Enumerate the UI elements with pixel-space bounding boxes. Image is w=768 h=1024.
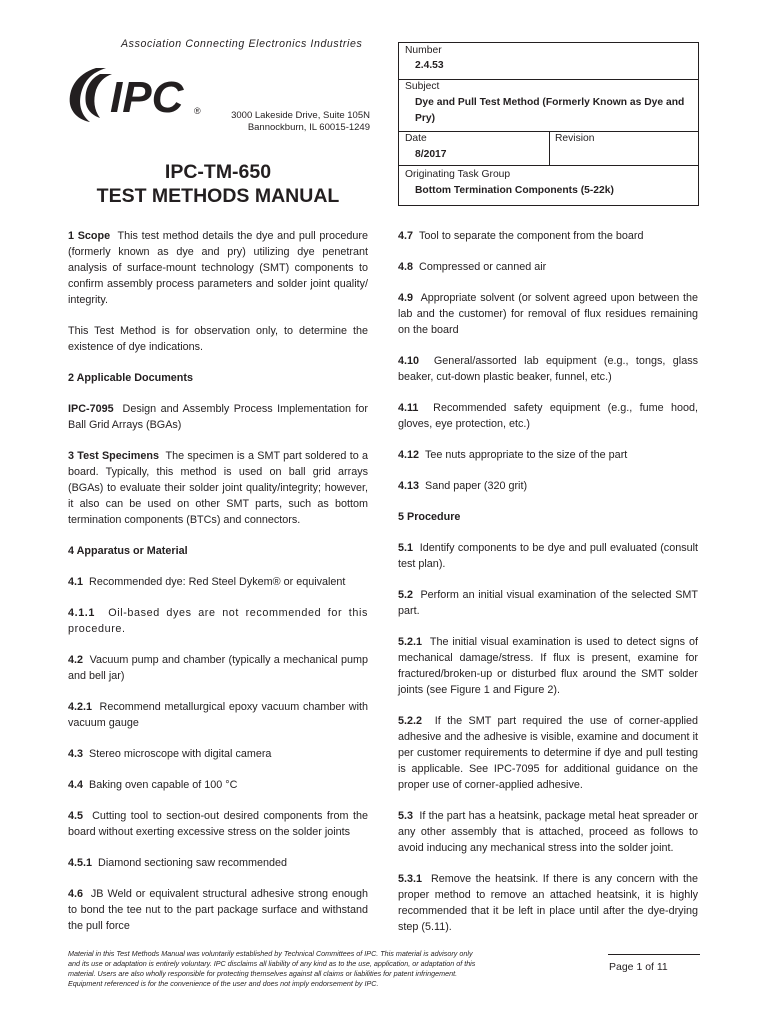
item-number: 5.2.1	[398, 636, 423, 648]
item-5-2	[398, 587, 698, 619]
item-text: Oil-based dyes are not recommended for this procedure.	[68, 607, 368, 635]
item-number: 4.11	[398, 402, 419, 414]
item-4-9	[398, 290, 698, 338]
section-heading: 3 Test Specimens	[68, 450, 159, 462]
disclaimer-line-4: Equipment referenced is for the convenience of the user and does not imply endorsement by IPC.	[68, 979, 379, 988]
item-4-5	[68, 808, 368, 840]
item-4-4	[68, 777, 368, 793]
item-number: 4.8	[398, 261, 414, 273]
item-text: Compressed or canned air	[419, 261, 547, 273]
item-text: Appropriate solvent (or solvent agreed upon between the lab and the customer) for removal of flux residues remaining on the board	[398, 292, 698, 336]
item-text: If the SMT part required the use of corner-applied adhesive and the adhesive is visible, examine and document it per customer requirements to determine if dye and pull testing is applicable. See IPC-7095 for additional guidance on the proper use of corner-applied adhesive.	[398, 715, 699, 791]
item-number: 4.7	[398, 230, 414, 242]
item-4-3	[68, 746, 368, 762]
subject-label: Subject	[405, 81, 440, 92]
revision-label: Revision	[555, 133, 595, 144]
item-number: 4.2.1	[68, 701, 93, 713]
item-number: 5.3.1	[398, 873, 423, 885]
section-1-scope	[68, 228, 368, 308]
item-4-2	[68, 652, 368, 684]
section-text: This Test Method is for observation only, to determine the existence of dye indications.	[68, 325, 368, 353]
item-4-5-1	[68, 855, 368, 871]
section-4-heading: 4 Apparatus or Material	[68, 545, 188, 557]
item-text: Recommended dye: Red Steel Dykem® or equivalent	[89, 576, 346, 588]
item-4-8	[398, 259, 698, 275]
item-text: Recommended safety equipment (e.g., fume hood, gloves, eye protection, etc.)	[398, 402, 698, 430]
item-5-3	[398, 808, 698, 856]
address-block	[210, 110, 370, 133]
section-3-specimens	[68, 448, 368, 528]
item-text: If the part has a heatsink, package metal heat spreader or any other assembly that is attached, proceed as follows to avoid inducing any mechanical stress into the solder joint.	[398, 810, 699, 854]
title-line-1: IPC-TM-650	[164, 161, 272, 183]
task-group-value: Bottom Termination Components (5-22k)	[415, 185, 614, 196]
reference-ipc7095	[68, 401, 368, 433]
document-info-box	[398, 42, 699, 206]
reference-id: IPC-7095	[68, 403, 114, 415]
item-5-2-2	[398, 713, 698, 793]
registered-mark: ®	[194, 106, 201, 116]
item-text: Stereo microscope with digital camera	[89, 748, 272, 760]
disclaimer-line-2: and its use or adaptation is entirely voluntary. IPC disclaims all liability of any kind as to the use, application, or adaptation of this	[68, 959, 476, 968]
address-line-2: Bannockburn, IL 60015-1249	[247, 121, 370, 133]
item-number: 4.1	[68, 576, 84, 588]
section-2-heading: 2 Applicable Documents	[68, 372, 193, 384]
item-text: The initial visual examination is used to detect signs of mechanical damage/stress. If flux is present, examine for fractured/broken-up or disturbed flux around the SMT solder joints (see Figure 1 and Figure 2).	[398, 636, 698, 696]
subject-value: Dye and Pull Test Method (Formerly Known as Dye and Pry)	[415, 97, 685, 124]
item-text: Tee nuts appropriate to the size of the part	[425, 449, 628, 461]
item-text: Baking oven capable of 100 °C	[89, 779, 238, 791]
item-text: Identify components to be dye and pull evaluated (consult test plan).	[398, 542, 699, 570]
ipc-logo	[66, 64, 216, 124]
disclaimer-line-3: material. Users are also wholly responsible for protecting themselves against all claims or liabilities for patent infringement.	[68, 969, 458, 978]
section-text: The specimen is a SMT part soldered to a board. Typically, this method is used on ball grid arrays (BGAs) to evaluate their solder joint quality/integrity; however, it also can be used on other SMT parts, such as bottom termination components (BTCs) and connectors.	[68, 450, 368, 526]
item-number: 4.5.1	[68, 857, 93, 869]
item-text: General/assorted lab equipment (e.g., tongs, glass beaker, cut-down plastic beaker, funnel, etc.)	[398, 355, 698, 383]
item-5-2-1	[398, 634, 698, 698]
item-4-10	[398, 353, 698, 385]
section-1-note	[68, 323, 368, 355]
item-number: 4.9	[398, 292, 414, 304]
item-text: Remove the heatsink. If there is any concern with the proper method to remove an attached heatsink, it is highly recommended that it be left in place until after the dye-drying step (5.11).	[398, 873, 699, 933]
item-text: Tool to separate the component from the board	[419, 230, 644, 242]
association-tagline: Association Connecting Electronics Industries	[121, 38, 363, 50]
right-text-column	[398, 228, 698, 950]
section-text: This test method details the dye and pull procedure (formerly known as dye and pry) utilizing dye penetrant analysis of surface-mount technology (SMT) components to confirm assembly process parameters and solder joint quality/ integrity.	[68, 230, 368, 306]
task-group-label: Originating Task Group	[405, 169, 511, 180]
divider	[549, 131, 550, 165]
item-4-12	[398, 447, 698, 463]
item-text: Diamond sectioning saw recommended	[98, 857, 288, 869]
document-title	[68, 160, 368, 208]
item-4-2-1	[68, 699, 368, 731]
item-number: 5.1	[398, 542, 414, 554]
item-number: 5.3	[398, 810, 414, 822]
item-text: Vacuum pump and chamber (typically a mechanical pump and bell jar)	[68, 654, 368, 682]
logo-wordmark: IPC	[110, 73, 184, 122]
item-4-1	[68, 574, 368, 590]
reference-title: Design and Assembly Process Implementation for Ball Grid Arrays (BGAs)	[68, 403, 369, 431]
item-number: 4.3	[68, 748, 84, 760]
disclaimer-line-1: Material in this Test Methods Manual was voluntarily established by Technical Committees of IPC. This material is advisory only	[68, 949, 473, 958]
item-4-6	[68, 886, 368, 934]
item-number: 4.1.1	[68, 607, 96, 619]
item-text: Recommend metallurgical epoxy vacuum chamber with vacuum gauge	[68, 701, 368, 729]
page-number: Page 1 of 11	[609, 961, 668, 973]
item-number: 4.5	[68, 810, 84, 822]
item-text: Sand paper (320 grit)	[425, 480, 528, 492]
divider	[399, 165, 698, 166]
item-text: Cutting tool to section-out desired components from the board without exerting excessive stress on the solder joints	[68, 810, 368, 838]
date-label: Date	[405, 133, 427, 144]
item-number: 5.2.2	[398, 715, 423, 727]
item-4-1-1	[68, 605, 368, 637]
item-5-3-1	[398, 871, 698, 935]
item-5-1	[398, 540, 698, 572]
item-number: 4.6	[68, 888, 84, 900]
item-number: 4.12	[398, 449, 420, 461]
address-line-1: 3000 Lakeside Drive, Suite 105N	[231, 110, 370, 121]
item-number: 5.2	[398, 589, 414, 601]
item-4-13	[398, 478, 698, 494]
number-value: 2.4.53	[415, 60, 444, 71]
ipc-logo-graphic	[66, 64, 216, 124]
item-number: 4.10	[398, 355, 420, 367]
item-4-7	[398, 228, 698, 244]
item-number: 4.4	[68, 779, 84, 791]
item-text: JB Weld or equivalent structural adhesive strong enough to bond the tee nut to the part package surface and withstand the pull force	[68, 888, 368, 932]
title-line-2: TEST METHODS MANUAL	[96, 185, 340, 207]
item-4-11	[398, 400, 698, 432]
page-number-rule	[608, 954, 700, 955]
left-text-column	[68, 228, 368, 949]
divider	[399, 79, 698, 80]
section-heading: 1 Scope	[68, 230, 111, 242]
number-label: Number	[405, 45, 442, 56]
disclaimer-footnote	[68, 949, 518, 989]
item-number: 4.13	[398, 480, 420, 492]
date-value: 8/2017	[415, 149, 447, 160]
item-number: 4.2	[68, 654, 84, 666]
section-5-heading: 5 Procedure	[398, 511, 461, 523]
item-text: Perform an initial visual examination of the selected SMT part.	[398, 589, 698, 617]
